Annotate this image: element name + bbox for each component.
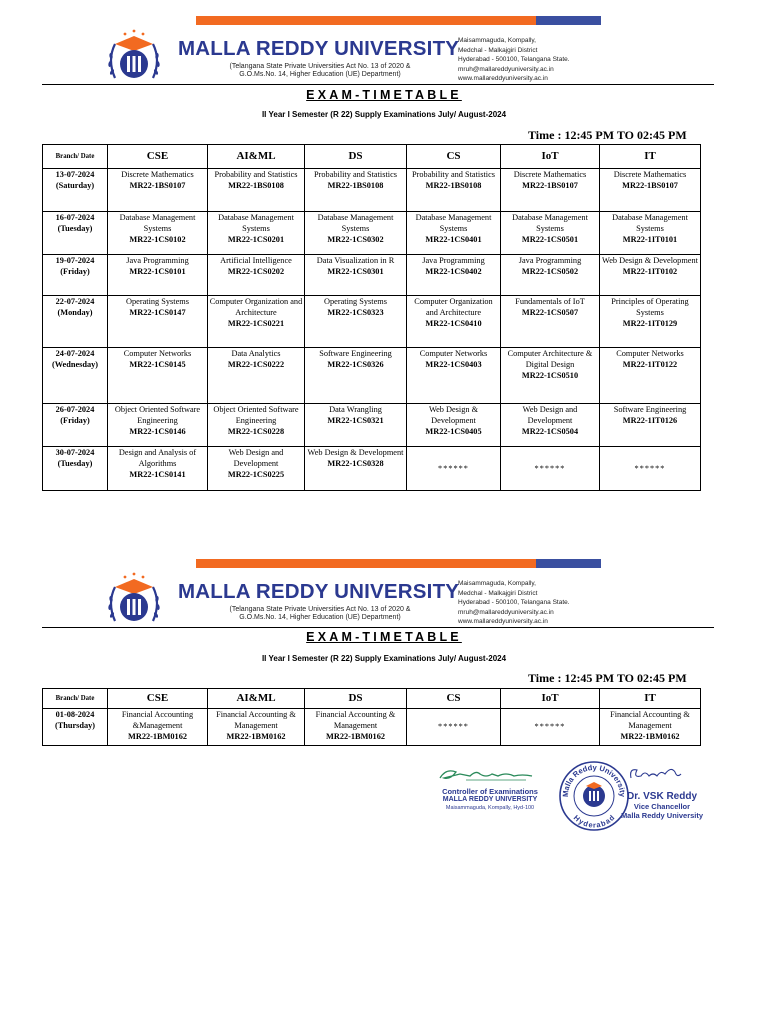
subject-cell [501,169,600,212]
vc-title: Vice Chancellor [633,802,691,811]
subject-name: Financial Accounting & Management [216,710,296,731]
header-accent-bar [196,16,536,25]
address-website: www.mallareddyuniversity.ac.in [458,75,548,82]
exam-date: 26-07-2024 [55,405,95,414]
subject-code: MR22-1BM0162 [226,732,286,742]
subject-cell [305,169,407,212]
table-row [43,212,701,255]
subject-name: Web Design & Development [428,405,479,426]
subject-cell [407,296,501,348]
exam-date: 13-07-2024 [55,170,95,179]
subject-name: Web Design & Development [307,448,404,457]
subject-name: Computer Networks [123,349,192,358]
subject-name: Computer Organization and Architecture [209,297,303,318]
subject-cell [407,212,501,255]
subject-name: Design and Analysis of Algorithms [118,448,197,469]
subject-code: MR22-1CS0403 [425,360,482,370]
subject-cell [600,255,701,296]
subject-name: Java Programming [126,256,189,265]
column-header: IT [600,145,701,169]
subject-code: MR22-1IT0126 [622,416,678,426]
subject-code: MR22-1CS0326 [327,360,384,370]
subject-code: MR22-1CS0504 [521,427,579,437]
column-header: AI&ML [208,145,305,169]
subject-cell [600,404,701,447]
exam-date: 01-08-2024 [55,710,95,719]
controller-of-examinations [430,788,550,812]
address-email: mruh@mallareddyuniversity.ac.in [458,608,554,616]
subject-cell [407,709,501,746]
act-line: (Telangana State Private Universities Act No. 13 of 2020 & [229,63,411,70]
exam-timetable [42,144,701,491]
subject-code: MR22-1BM0162 [128,732,187,742]
subject-name: Database Management Systems [612,213,688,234]
vice-chancellor [612,791,712,820]
exam-day: (Friday) [60,416,90,426]
subject-code: MR22-1CS0302 [327,235,384,245]
subject-name: Fundamentals of IoT [515,297,585,306]
subject-name: Operating Systems [126,297,189,306]
subject-code: MR22-1CS0141 [129,470,186,480]
table-row [43,404,701,447]
exam-day: (Tuesday) [57,224,93,234]
subject-name: Probability and Statistics [412,170,495,179]
column-header: CS [407,145,501,169]
subject-name: Object Oriented Software Engineering [114,405,201,426]
subject-name: Financial Accounting &Management [121,710,194,731]
table-header-row [43,689,701,709]
subject-cell [305,212,407,255]
subject-cell [305,447,407,491]
address-line: Maisammaguda, Kompally, [458,580,536,587]
subject-cell [208,255,305,296]
exam-date: 30-07-2024 [55,448,95,457]
subject-code: MR22-1CS0147 [129,308,186,318]
subject-name: Object Oriented Software Engineering [213,405,299,426]
subject-name: Principles of Operating Systems [611,297,689,318]
subject-code: MR22-1CS0402 [425,267,482,277]
table-row [43,169,701,212]
column-header-branch-date: Branch/ Date [43,145,108,169]
subject-cell [208,296,305,348]
letterhead-bottom [100,559,605,629]
subject-code: MR22-1IT0101 [622,235,678,245]
controller-title: Controller of Examinations [442,787,538,796]
exam-day: (Saturday) [55,181,95,191]
table-row [43,255,701,296]
subject-cell [501,348,600,404]
subject-code: MR22-1BS0107 [522,181,578,191]
column-header: DS [305,689,407,709]
subject-name: Financial Accounting & Management [315,710,396,731]
subject-code: MR22-1CS0507 [521,308,579,318]
subject-cell [208,212,305,255]
subject-name: ****** [634,463,666,473]
subject-cell [305,404,407,447]
subject-name: Artificial Intelligence [220,256,292,265]
exam-date: 24-07-2024 [55,349,95,358]
signature-block [430,762,720,832]
address-line: Medchal - Malkajgiri District [458,46,538,54]
subject-name: Operating Systems [324,297,387,306]
exam-day: (Friday) [60,267,90,277]
subject-cell [108,255,208,296]
subject-code: MR22-1CS0221 [227,319,285,329]
subject-code: MR22-1BS0107 [622,181,678,191]
subject-name: Database Management Systems [218,213,294,234]
subject-code: MR22-1CS0146 [129,427,186,437]
subject-code: MR22-1CS0405 [425,427,482,437]
university-logo [105,571,163,629]
subject-name: Data Analytics [231,349,281,358]
subject-cell [108,709,208,746]
subject-name: Database Management Systems [317,213,394,234]
subject-cell [407,447,501,491]
subject-cell [305,255,407,296]
university-name: MALLA REDDY UNIVERSITY [178,37,460,60]
column-header: IoT [501,689,600,709]
subject-cell [208,169,305,212]
exam-timetable [42,688,701,746]
table-header-row [43,145,701,169]
exam-date-cell [43,212,108,255]
subject-name: Software Engineering [613,405,687,414]
subject-name: ****** [534,722,566,732]
subject-code: MR22-1CS0323 [327,308,384,318]
subject-code: MR22-1CS0202 [227,267,285,277]
subject-cell [208,404,305,447]
column-header: IT [600,689,701,709]
subject-cell [600,348,701,404]
subject-name: Data Wrangling [329,405,382,414]
address-line: Maisammaguda, Kompally, [458,37,536,44]
subject-code: MR22-1IT0102 [622,267,678,277]
exam-day: (Tuesday) [57,459,93,469]
column-header: AI&ML [208,689,305,709]
vc-name: Dr. VSK Reddy [626,791,698,802]
vice-chancellor-signature [625,762,685,788]
subject-name: Database Management Systems [415,213,492,234]
controller-place: Maisammaguda, Kompally, Hyd-100 [445,805,535,811]
subject-name: Discrete Mathematics [513,170,587,179]
subject-cell [108,169,208,212]
subject-code: MR22-1CS0328 [327,459,384,469]
exam-time: Time : 12:45 PM TO 02:45 PM [528,128,687,142]
subject-cell [501,447,600,491]
university-act-info [215,606,425,622]
controller-signature [436,764,536,786]
subject-code: MR22-1CS0201 [227,235,285,245]
subject-code: MR22-1CS0101 [129,267,186,277]
subject-cell [208,447,305,491]
subject-code: MR22-1BM0162 [326,732,385,742]
subject-cell [208,348,305,404]
exam-date-cell [43,169,108,212]
exam-date-cell [43,709,108,746]
exam-day: (Thursday) [54,721,96,731]
column-header: CSE [108,145,208,169]
exam-date: 22-07-2024 [55,297,95,306]
subject-name: Discrete Mathematics [613,170,687,179]
header-accent-bar-blue [536,559,601,568]
university-address [458,579,570,627]
exam-day: (Monday) [57,308,93,318]
column-header: IoT [501,145,600,169]
exam-subtitle: II Year I Semester (R 22) Supply Examinations July/ August-2024 [261,110,507,119]
subject-code: MR22-1IT0129 [622,319,678,329]
act-line: G.O.Ms.No. 14, Higher Education (UE) Department) [239,614,401,621]
university-address [458,36,570,84]
subject-name: Computer Networks [616,349,684,358]
subject-code: MR22-1CS0502 [521,267,579,277]
address-line: Medchal - Malkajgiri District [458,589,538,597]
header-accent-bar [196,559,536,568]
subject-name: Discrete Mathematics [121,170,194,179]
vc-org: Malla Reddy University [620,811,704,820]
subject-name: Computer Networks [419,349,488,358]
subject-cell [108,348,208,404]
subject-name: Web Design & Development [602,256,698,265]
subject-code: MR22-1BS0107 [129,181,186,191]
subject-name: Database Management Systems [119,213,196,234]
column-header-branch-date: Branch/ Date [43,689,108,709]
subject-code: MR22-1BM0162 [620,732,680,742]
subject-code: MR22-1CS0321 [327,416,384,426]
subject-cell [501,709,600,746]
seal-bottom-text: Hyderabad [571,813,617,830]
subject-name: Database Management Systems [512,213,588,234]
subject-name: Financial Accounting & Management [610,710,690,731]
subject-cell [407,404,501,447]
exam-title: EXAM-TIMETABLE [306,630,462,644]
controller-org: MALLA REDDY UNIVERSITY [442,796,538,803]
university-act-info [215,63,425,79]
exam-subtitle: II Year I Semester (R 22) Supply Examinations July/ August-2024 [261,654,507,663]
subject-code: MR22-1CS0102 [129,235,186,245]
subject-name: Web Design and Development [228,448,284,469]
address-line: Hyderabad - 500100, Telangana State. [458,599,570,606]
subject-cell [600,212,701,255]
subject-code: MR22-1BS0108 [327,181,384,191]
column-header: CS [407,689,501,709]
subject-cell [501,404,600,447]
subject-code: MR22-1CS0401 [425,235,482,245]
subject-cell [501,255,600,296]
exam-title: EXAM-TIMETABLE [306,88,462,102]
subject-code: MR22-1CS0410 [425,319,482,329]
address-line: Hyderabad - 500100, Telangana State. [458,56,570,63]
subject-cell [208,709,305,746]
university-logo [105,28,163,86]
address-email: mruh@mallareddyuniversity.ac.in [458,65,554,73]
exam-time: Time : 12:45 PM TO 02:45 PM [528,671,687,685]
exam-date: 16-07-2024 [55,213,95,222]
subject-name: Data Visualization in R [316,256,395,265]
subject-cell [600,296,701,348]
subject-name: ****** [438,463,469,473]
subject-cell [501,212,600,255]
header-accent-bar-blue [536,16,601,25]
act-line: (Telangana State Private Universities Act No. 13 of 2020 & [229,606,411,613]
table-row [43,296,701,348]
exam-date: 19-07-2024 [55,256,95,265]
subject-code: MR22-1CS0222 [227,360,285,370]
subject-cell [407,169,501,212]
exam-date-cell [43,296,108,348]
subject-cell [108,296,208,348]
subject-name: Software Engineering [319,349,392,358]
subject-cell [407,348,501,404]
subject-cell [305,348,407,404]
subject-name: Java Programming [422,256,485,265]
exam-date-cell [43,348,108,404]
table-row [43,709,701,746]
subject-name: Computer Architecture & Digital Design [507,349,593,370]
subject-cell [600,709,701,746]
header-divider [42,84,714,85]
subject-name: Web Design and Development [522,405,578,426]
subject-cell [108,447,208,491]
address-website: www.mallareddyuniversity.ac.in [458,618,548,625]
column-header: DS [305,145,407,169]
subject-cell [600,447,701,491]
subject-name: ****** [534,463,566,473]
subject-cell [407,255,501,296]
seal-top-text: Malla Reddy University [560,762,628,798]
subject-cell [501,296,600,348]
subject-code: MR22-1CS0228 [227,427,285,437]
subject-code: MR22-1IT0122 [622,360,678,370]
subject-name: ****** [438,722,469,732]
subject-cell [305,709,407,746]
exam-day: (Wednesday) [51,360,99,370]
subject-code: MR22-1CS0510 [521,371,579,381]
university-name: MALLA REDDY UNIVERSITY [178,580,460,603]
exam-date-cell [43,255,108,296]
subject-code: MR22-1CS0501 [521,235,579,245]
subject-cell [108,212,208,255]
subject-cell [305,296,407,348]
exam-date-cell [43,447,108,491]
table-row [43,447,701,491]
subject-name: Probability and Statistics [214,170,298,179]
subject-code: MR22-1BS0108 [425,181,482,191]
column-header: CSE [108,689,208,709]
subject-code: MR22-1CS0145 [129,360,186,370]
subject-code: MR22-1CS0225 [227,470,285,480]
subject-name: Computer Organization and Architecture [414,297,493,318]
subject-code: MR22-1CS0301 [327,267,384,277]
subject-cell [108,404,208,447]
subject-code: MR22-1BS0108 [228,181,284,191]
subject-cell [600,169,701,212]
table-row [43,348,701,404]
header-divider [42,627,714,628]
subject-name: Java Programming [518,256,582,265]
letterhead-top [100,16,605,86]
act-line: G.O.Ms.No. 14, Higher Education (UE) Department) [239,71,401,78]
exam-date-cell [43,404,108,447]
subject-name: Probability and Statistics [314,170,397,179]
